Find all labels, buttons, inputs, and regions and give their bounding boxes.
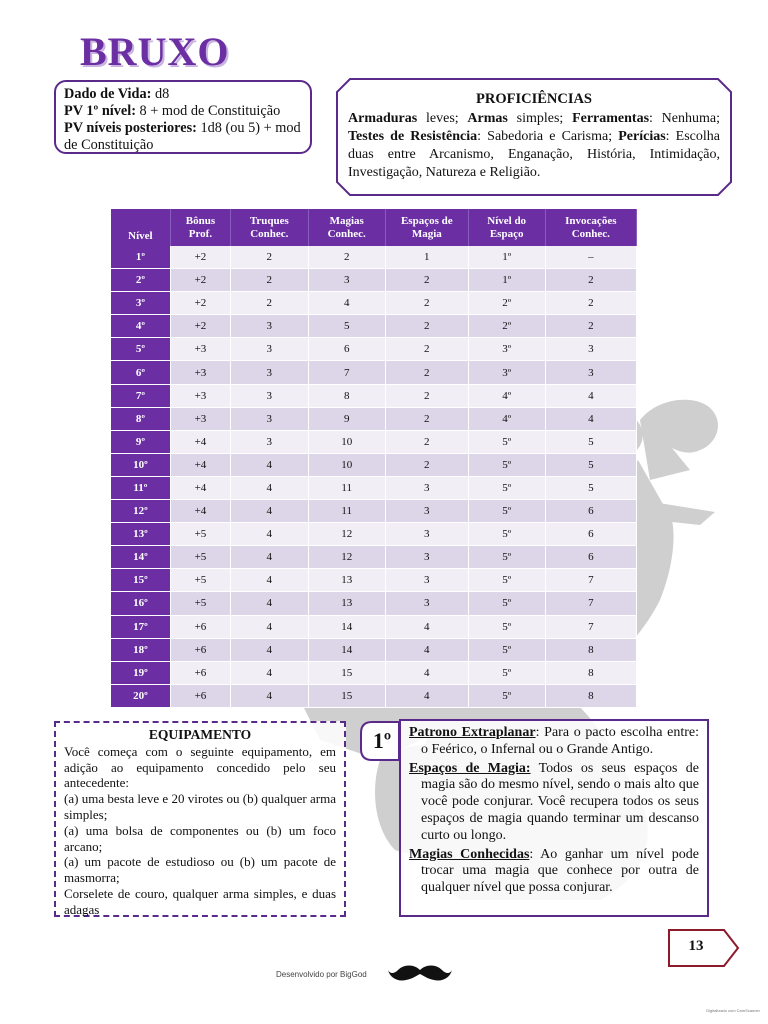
cell-spell-slots: 2 [385,292,468,315]
cell-slot-level: 5º [468,500,545,523]
table-row [111,246,637,269]
skills-label: Perícias [618,129,666,144]
cell-slot-level: 5º [468,430,545,453]
proficiencies-text [348,90,720,182]
cell-spell-slots: 4 [385,615,468,638]
table-row [111,661,637,684]
hp-later-levels-value: 1d8 (ou 5) + mod de Constituição [64,120,301,153]
cell-slot-level: 4º [468,407,545,430]
cell-level: 4º [111,315,170,338]
feature-spell-slots [409,761,699,845]
cell-cantrips-known: 4 [231,500,308,523]
cell-cantrips-known: 2 [231,292,308,315]
table-row [111,523,637,546]
cell-proficiency-bonus: +5 [170,523,230,546]
cell-level: 14º [111,546,170,569]
cell-spell-slots: 2 [385,384,468,407]
equipment-title: EQUIPAMENTO [148,727,252,742]
cell-spell-slots: 2 [385,269,468,292]
hit-points-box [54,80,312,154]
table-row [111,615,637,638]
cell-proficiency-bonus: +6 [170,684,230,707]
cell-proficiency-bonus: +4 [170,476,230,499]
cell-level: 6º [111,361,170,384]
col-header-proficiency-bonus: Bônus Prof. [170,209,230,246]
cell-invocations-known: 4 [545,407,636,430]
table-row [111,476,637,499]
equipment-option-2: (a) uma bolsa de componentes ou (b) um foco arcano; [64,822,336,854]
equipment-box [54,721,346,917]
feature-spell-slots-text: Todos os seus espaços de magia são do mesmo nível, sendo o mais alto que você pode conjurar. Você recupera todos os seus espaços de magia quando terminar um descanso curto ou longo. [421,760,699,843]
hp-later-levels-line [64,120,302,154]
cell-cantrips-known: 3 [231,407,308,430]
cell-level: 13º [111,523,170,546]
cell-proficiency-bonus: +6 [170,615,230,638]
cell-invocations-known: 2 [545,269,636,292]
cell-slot-level: 2º [468,315,545,338]
table-row [111,592,637,615]
armor-value: leves; [417,111,468,126]
feature-known-spells-label: Magias Conhecidas [409,846,530,862]
table-row [111,569,637,592]
cell-invocations-known: 5 [545,476,636,499]
feature-patron-label: Patrono Extraplanar [409,725,536,740]
cell-slot-level: 3º [468,338,545,361]
cell-level: 19º [111,661,170,684]
cell-cantrips-known: 4 [231,523,308,546]
scanner-watermark: Digitalizado com CamScanner [706,1008,760,1013]
cell-invocations-known: 6 [545,500,636,523]
hit-die-value: d8 [151,86,170,102]
cell-level: 7º [111,384,170,407]
cell-invocations-known: 7 [545,569,636,592]
hp-first-level-value: 8 + mod de Constituição [135,103,281,119]
col-header-cantrips-known: Truques Conhec. [231,209,308,246]
hp-first-level-label: PV 1º nível: [64,103,136,119]
cell-slot-level: 1º [468,246,545,269]
cell-spells-known: 3 [308,269,385,292]
cell-proficiency-bonus: +3 [170,407,230,430]
cell-spell-slots: 1 [385,246,468,269]
cell-spell-slots: 3 [385,546,468,569]
cell-invocations-known: 4 [545,384,636,407]
cell-cantrips-known: 3 [231,338,308,361]
cell-spell-slots: 2 [385,453,468,476]
saving-throws-value: : Sabedoria e Carisma; [477,129,619,144]
cell-spells-known: 12 [308,546,385,569]
cell-proficiency-bonus: +2 [170,269,230,292]
cell-spell-slots: 2 [385,338,468,361]
cell-cantrips-known: 2 [231,269,308,292]
cell-spell-slots: 3 [385,523,468,546]
cell-spell-slots: 4 [385,638,468,661]
cell-cantrips-known: 4 [231,569,308,592]
hp-later-levels-label: PV níveis posteriores: [64,120,197,136]
cell-spells-known: 10 [308,453,385,476]
equipment-fixed-items: Corselete de couro, qualquer arma simples, e duas adagas [64,885,336,917]
equipment-option-1: (a) uma besta leve e 20 virotes ou (b) qualquer arma simples; [64,791,336,822]
cell-slot-level: 5º [468,661,545,684]
cell-cantrips-known: 4 [231,592,308,615]
cell-spells-known: 5 [308,315,385,338]
footer-credit: Desenvolvido por BigGod [276,970,367,979]
cell-proficiency-bonus: +3 [170,338,230,361]
cell-level: 16º [111,592,170,615]
col-header-spell-slots: Espaços de Magia [385,209,468,246]
cell-slot-level: 5º [468,638,545,661]
cell-slot-level: 5º [468,615,545,638]
cell-proficiency-bonus: +3 [170,384,230,407]
skills-value: : Escolha duas entre Arcanismo, Enganação, História, Intimidação, Investigação, Natureza e Religião. [348,129,720,180]
cell-slot-level: 5º [468,592,545,615]
cell-invocations-known: 2 [545,315,636,338]
cell-spell-slots: 4 [385,684,468,707]
hit-die-label: Dado de Vida: [64,86,152,102]
cell-cantrips-known: 4 [231,661,308,684]
feature-spell-slots-label: Espaços de Magia: [409,760,531,776]
cell-spells-known: 7 [308,361,385,384]
cell-cantrips-known: 2 [231,246,308,269]
proficiencies-box [336,78,732,196]
cell-cantrips-known: 3 [231,315,308,338]
cell-spell-slots: 2 [385,430,468,453]
cell-invocations-known: – [545,246,636,269]
cell-invocations-known: 8 [545,638,636,661]
cell-spells-known: 15 [308,661,385,684]
cell-proficiency-bonus: +4 [170,500,230,523]
cell-cantrips-known: 3 [231,361,308,384]
cell-cantrips-known: 4 [231,476,308,499]
cell-spells-known: 12 [308,523,385,546]
tools-label: Ferramentas [572,111,650,126]
table-row [111,361,637,384]
cell-level: 9º [111,430,170,453]
cell-level: 8º [111,407,170,430]
col-header-invocations-known: Invocações Conhec. [545,209,636,246]
cell-slot-level: 5º [468,476,545,499]
cell-cantrips-known: 4 [231,615,308,638]
cell-spell-slots: 3 [385,592,468,615]
cell-proficiency-bonus: +5 [170,592,230,615]
cell-proficiency-bonus: +2 [170,292,230,315]
feature-patron [409,725,699,759]
table-header-row [111,209,637,246]
cell-slot-level: 5º [468,684,545,707]
table-body [111,246,637,707]
cell-cantrips-known: 3 [231,430,308,453]
table-row [111,546,637,569]
weapons-value: simples; [507,111,573,126]
hp-first-level-line [64,103,302,120]
cell-spells-known: 15 [308,684,385,707]
proficiencies-title: PROFICIÊNCIAS [475,91,592,107]
level-badge: 1º [372,728,392,753]
progression-table [111,209,637,708]
cell-slot-level: 4º [468,384,545,407]
armor-label: Armaduras [348,111,418,126]
cell-invocations-known: 7 [545,592,636,615]
cell-spells-known: 11 [308,476,385,499]
cell-slot-level: 3º [468,361,545,384]
first-level-features-box [399,719,709,917]
cell-proficiency-bonus: +4 [170,453,230,476]
cell-level: 10º [111,453,170,476]
cell-invocations-known: 2 [545,292,636,315]
cell-spells-known: 13 [308,592,385,615]
cell-level: 12º [111,500,170,523]
warlock-progression-table [111,209,637,708]
table-row [111,315,637,338]
table-row [111,500,637,523]
cell-proficiency-bonus: +6 [170,661,230,684]
cell-spells-known: 9 [308,407,385,430]
cell-proficiency-bonus: +2 [170,315,230,338]
cell-slot-level: 5º [468,546,545,569]
cell-spells-known: 2 [308,246,385,269]
cell-slot-level: 5º [468,453,545,476]
table-row [111,407,637,430]
cell-level: 18º [111,638,170,661]
cell-spell-slots: 2 [385,361,468,384]
cell-spells-known: 10 [308,430,385,453]
equipment-option-3: (a) um pacote de estudioso ou (b) um pacote de masmorra; [64,854,336,886]
cell-proficiency-bonus: +4 [170,430,230,453]
cell-spells-known: 8 [308,384,385,407]
cell-proficiency-bonus: +6 [170,638,230,661]
cell-spell-slots: 3 [385,500,468,523]
feature-known-spells-text: : Ao ganhar um nível pode trocar uma magia que conhece por outra de qualquer nível que possa conjurar. [421,846,699,896]
cell-spells-known: 6 [308,338,385,361]
cell-level: 3º [111,292,170,315]
table-row [111,292,637,315]
cell-spells-known: 13 [308,569,385,592]
saving-throws-label: Testes de Resistência [348,129,478,144]
cell-cantrips-known: 3 [231,384,308,407]
cell-invocations-known: 5 [545,453,636,476]
cell-invocations-known: 8 [545,684,636,707]
table-row [111,338,637,361]
cell-level: 11º [111,476,170,499]
cell-level: 1º [111,246,170,269]
cell-spells-known: 14 [308,615,385,638]
cell-cantrips-known: 4 [231,684,308,707]
cell-invocations-known: 3 [545,361,636,384]
tools-value: : Nenhuma; [649,111,721,126]
cell-slot-level: 5º [468,569,545,592]
cell-proficiency-bonus: +3 [170,361,230,384]
cell-level: 15º [111,569,170,592]
col-header-spells-known: Magias Conhec. [308,209,385,246]
cell-slot-level: 5º [468,523,545,546]
col-header-slot-level: Nível do Espaço [468,209,545,246]
table-row [111,384,637,407]
weapons-label: Armas [467,111,508,126]
cell-spells-known: 4 [308,292,385,315]
cell-proficiency-bonus: +5 [170,569,230,592]
cell-slot-level: 1º [468,269,545,292]
cell-spells-known: 11 [308,500,385,523]
table-row [111,638,637,661]
cell-level: 2º [111,269,170,292]
cell-invocations-known: 5 [545,430,636,453]
cell-proficiency-bonus: +2 [170,246,230,269]
cell-invocations-known: 6 [545,546,636,569]
cell-level: 5º [111,338,170,361]
cell-invocations-known: 7 [545,615,636,638]
cell-spell-slots: 3 [385,476,468,499]
hit-die-line [64,86,302,103]
cell-spells-known: 14 [308,638,385,661]
col-header-level: Nível [111,209,170,246]
cell-invocations-known: 6 [545,523,636,546]
cell-cantrips-known: 4 [231,638,308,661]
page-number: 13 [688,938,704,954]
feature-patron-text: : Para o pacto escolha entre: o Feérico, o Infernal ou o Grande Antigo. [421,725,699,757]
cell-slot-level: 2º [468,292,545,315]
cell-cantrips-known: 4 [231,453,308,476]
cell-level: 20º [111,684,170,707]
cell-proficiency-bonus: +5 [170,546,230,569]
cell-invocations-known: 3 [545,338,636,361]
cell-spell-slots: 4 [385,661,468,684]
table-row [111,453,637,476]
cell-spell-slots: 2 [385,407,468,430]
cell-spell-slots: 3 [385,569,468,592]
equipment-intro: Você começa com o seguinte equipamento, em adição ao equipamento concedido pelo seu antecedente: [64,743,336,791]
table-row [111,684,637,707]
page-title: BRUXO [80,29,230,74]
feature-known-spells [409,847,699,897]
cell-spell-slots: 2 [385,315,468,338]
cell-level: 17º [111,615,170,638]
cell-cantrips-known: 4 [231,546,308,569]
cell-invocations-known: 8 [545,661,636,684]
mustache-icon [388,964,452,984]
table-row [111,430,637,453]
table-row [111,269,637,292]
